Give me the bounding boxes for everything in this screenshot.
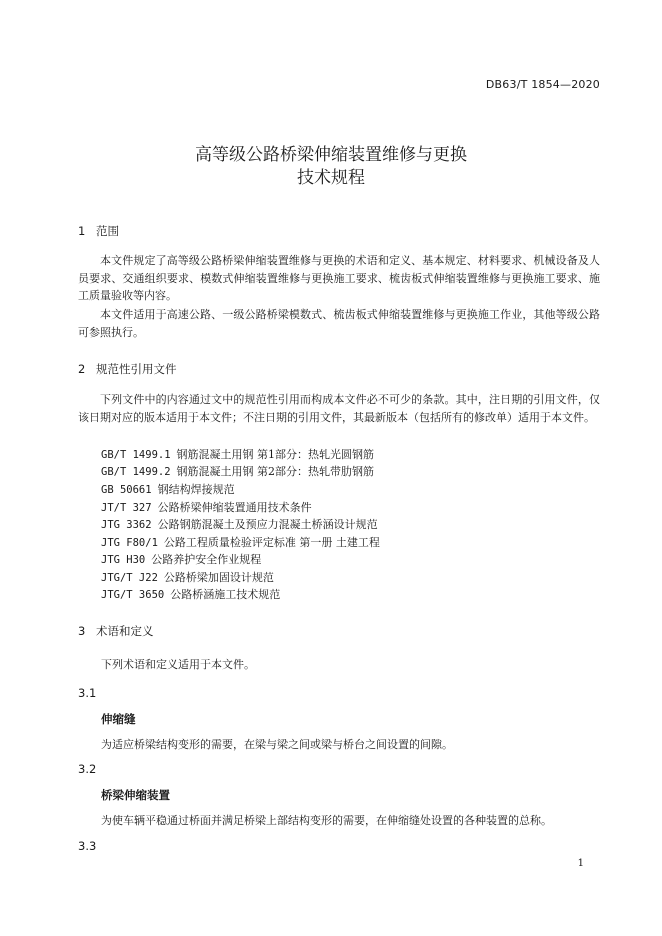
section-number: 1 [78, 224, 86, 238]
reference-code: JTG F80/1 [101, 537, 158, 549]
reference-item [101, 499, 312, 515]
reference-code: JTG/T 3650 [101, 589, 165, 601]
reference-item [101, 569, 274, 585]
reference-title: 钢筋混凝土用钢 第1部分：热轧光圆钢筋 [176, 448, 375, 461]
scope-paragraph-1: 本文件规定了高等级公路桥梁伸缩装置维修与更换的术语和定义、基本规定、材料要求、机械设备及人员要求、交通组织要求、模数式伸缩装置维修与更换施工要求、梳齿板式伸缩装置维修与更换施工要求、施工质量验收等内容。 [78, 254, 600, 302]
section-2-heading [78, 361, 177, 377]
references-intro: 下列文件中的内容通过文中的规范性引用而构成本文件必不可少的条款。其中，注日期的引用文件，仅该日期对应的版本适用于本文件；不注日期的引用文件，其最新版本（包括所有的修改单）适用于本文件。 [78, 393, 600, 424]
reference-title: 钢筋混凝土用钢 第2部分：热轧带肋钢筋 [176, 465, 375, 478]
document-title: 高等级公路桥梁伸缩装置维修与更换 [195, 145, 467, 165]
reference-item [101, 586, 280, 602]
section-1-heading [78, 223, 119, 239]
reference-item [101, 551, 261, 567]
clause-number: 3.1 [78, 686, 97, 700]
section-number: 3 [78, 624, 86, 638]
reference-code: GB 50661 [101, 484, 152, 496]
document-subtitle: 技术规程 [297, 168, 365, 188]
section-3-heading [78, 623, 154, 639]
reference-item [101, 516, 378, 532]
page-number: 1 [577, 858, 584, 869]
reference-title: 公路桥梁伸缩装置通用技术条件 [157, 501, 312, 514]
scope-paragraph-2: 本文件适用于高速公路、一级公路桥梁模数式、梳齿板式伸缩装置维修与更换施工作业，其他等级公路可参照执行。 [78, 308, 600, 339]
reference-code: JTG H30 [101, 554, 146, 566]
term-name: 桥梁伸缩装置 [101, 788, 170, 802]
reference-code: JT/T 327 [101, 502, 152, 514]
section-title: 范围 [96, 224, 119, 238]
reference-title: 公路工程质量检验评定标准 第一册 土建工程 [163, 536, 380, 549]
reference-item [101, 534, 380, 550]
reference-title: 钢结构焊接规范 [157, 483, 235, 496]
section-title: 规范性引用文件 [96, 362, 177, 376]
reference-item [101, 446, 374, 462]
reference-title: 公路桥梁加固设计规范 [163, 571, 274, 584]
section-number: 2 [78, 362, 86, 376]
reference-code: JTG/T J22 [101, 572, 158, 584]
reference-title: 公路钢筋混凝土及预应力混凝土桥涵设计规范 [157, 518, 378, 531]
term-name: 伸缩缝 [101, 712, 136, 726]
reference-title: 公路桥涵施工技术规范 [170, 588, 281, 601]
term-definition: 为适应桥梁结构变形的需要，在梁与梁之间或梁与桥台之间设置的间隙。 [101, 738, 453, 751]
terms-intro: 下列术语和定义适用于本文件。 [101, 658, 255, 671]
reference-code: GB/T 1499.1 [101, 449, 171, 461]
clause-number: 3.3 [78, 839, 97, 853]
section-title: 术语和定义 [96, 624, 154, 638]
reference-item [101, 481, 235, 497]
document-code: DB63/T 1854—2020 [485, 78, 600, 91]
reference-code: JTG 3362 [101, 519, 152, 531]
reference-code: GB/T 1499.2 [101, 466, 171, 478]
term-definition: 为使车辆平稳通过桥面并满足桥梁上部结构变形的需要，在伸缩缝处设置的各种装置的总称。 [101, 814, 552, 827]
reference-item [101, 463, 374, 479]
clause-number: 3.2 [78, 762, 97, 776]
reference-title: 公路养护安全作业规程 [151, 553, 262, 566]
